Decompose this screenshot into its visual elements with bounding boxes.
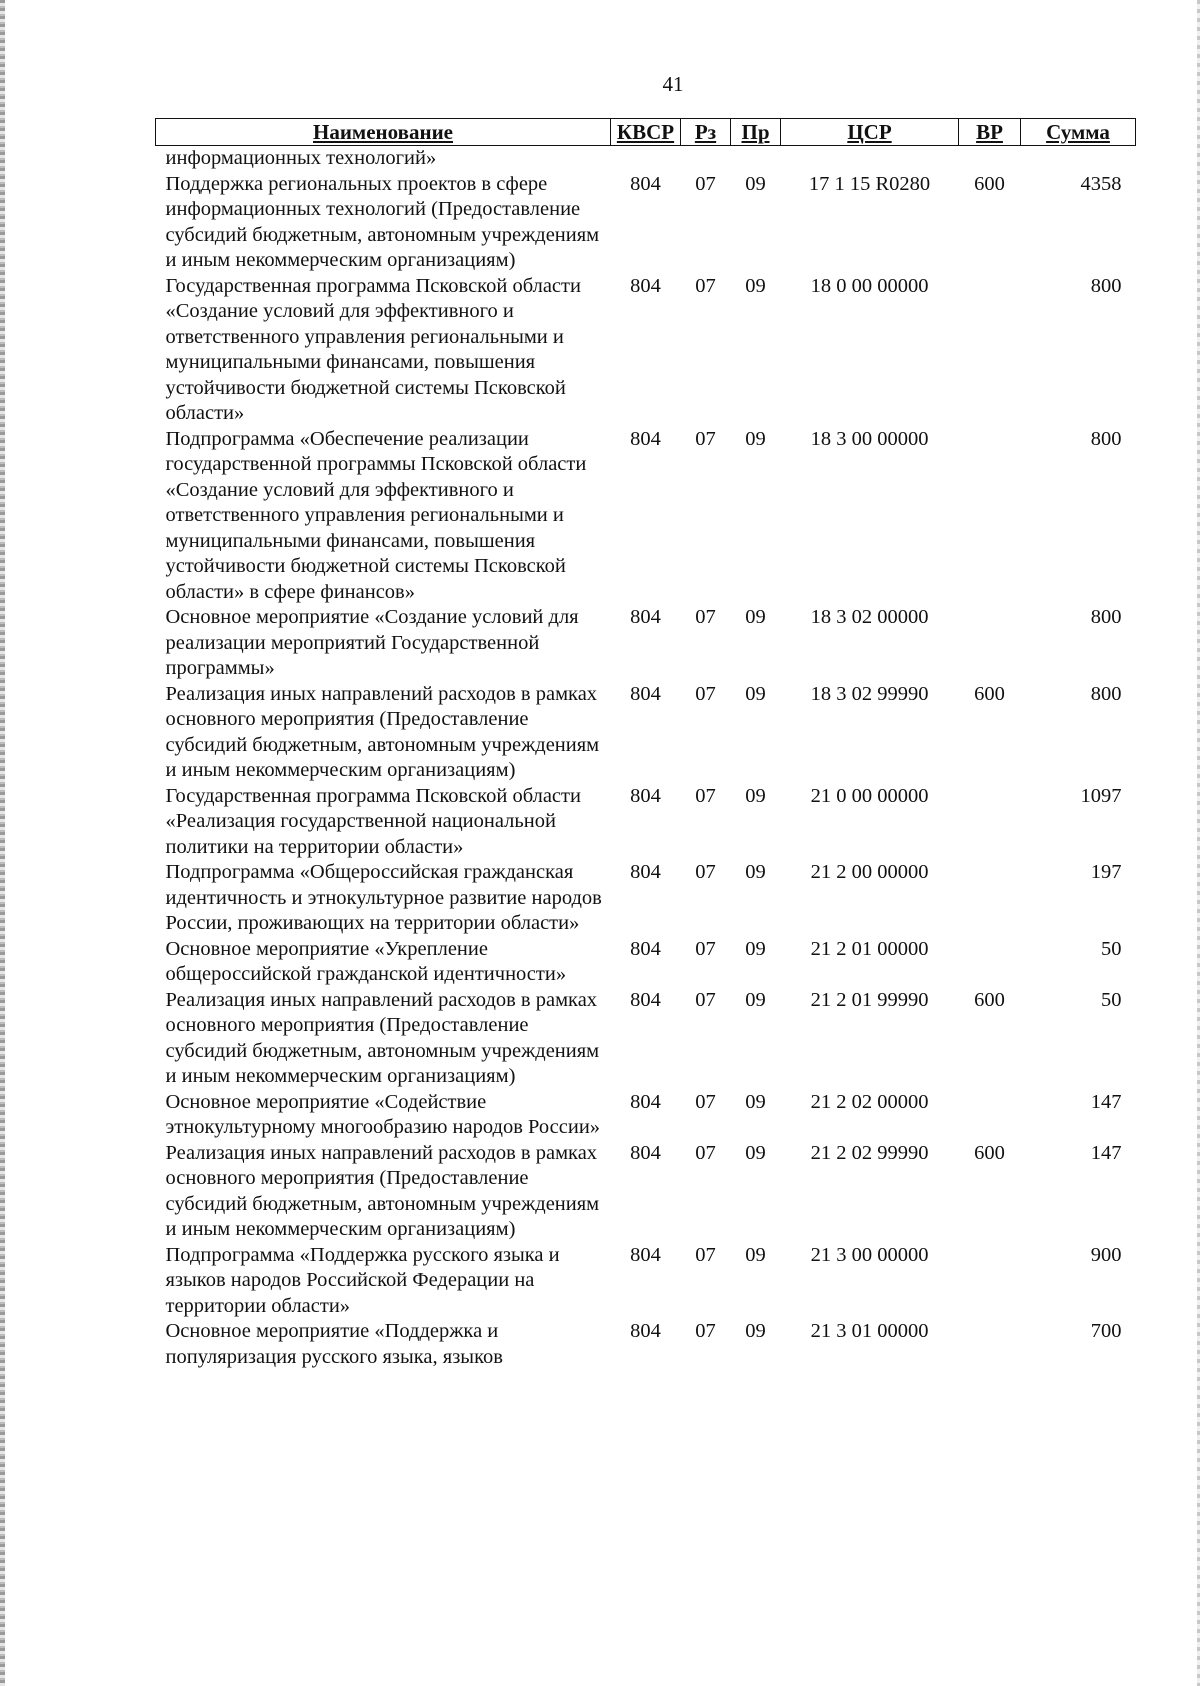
row-sum: 700 xyxy=(1090,1320,1122,1342)
row-name: Основное мероприятие «Укрепление общероссийской гражданской идентичности» xyxy=(165,937,567,985)
header-name: Наименование xyxy=(156,119,611,146)
row-name: Реализация иных направлений расходов в рамках основного мероприятия (Предоставление субсидий бюджетным, автономным учреждениям и иным некоммерческим организациям) xyxy=(165,1141,600,1240)
table-row xyxy=(156,988,1136,1090)
row-vr xyxy=(959,860,1021,937)
row-csr: 18 3 02 00000 xyxy=(810,606,929,628)
row-rz: 07 xyxy=(695,172,716,195)
row-rz: 07 xyxy=(695,682,716,705)
row-pr: 09 xyxy=(745,274,766,297)
row-pr: 09 xyxy=(745,427,766,450)
row-pr: 09 xyxy=(745,1243,766,1266)
row-pr: 09 xyxy=(745,172,766,195)
table-row xyxy=(156,784,1136,861)
row-kvsr: 804 xyxy=(630,427,661,450)
row-vr xyxy=(959,937,1021,988)
row-rz: 07 xyxy=(695,784,716,807)
row-vr xyxy=(959,1090,1021,1141)
row-rz: 07 xyxy=(695,1141,716,1164)
page-number: 41 xyxy=(662,72,684,96)
row-name: Поддержка региональных проектов в сфере информационных технологий (Предоставление субсидий бюджетным, автономным учреждениям и иным некоммерческим организациям) xyxy=(165,172,600,271)
row-pr: 09 xyxy=(745,1320,766,1342)
row-sum: 147 xyxy=(1090,1141,1122,1164)
row-kvsr: 804 xyxy=(630,1243,661,1266)
row-vr: 600 xyxy=(974,682,1005,705)
table-row xyxy=(156,1319,1136,1370)
row-csr: 18 3 00 00000 xyxy=(810,427,929,450)
row-vr xyxy=(959,1243,1021,1320)
row-rz: 07 xyxy=(695,1243,716,1266)
row-vr xyxy=(959,1319,1021,1370)
row-name: информационных технологий» xyxy=(165,147,437,169)
row-name: Подпрограмма «Поддержка русского языка и языков народов Российской Федерации на территории области» xyxy=(165,1243,560,1317)
header-vr: ВР xyxy=(959,119,1021,146)
row-rz: 07 xyxy=(695,937,716,960)
row-kvsr: 804 xyxy=(630,784,661,807)
row-csr: 21 0 00 00000 xyxy=(810,784,929,807)
row-csr: 18 3 02 99990 xyxy=(810,682,929,705)
table-row xyxy=(156,605,1136,682)
row-pr: 09 xyxy=(745,606,766,628)
row-kvsr: 804 xyxy=(630,274,661,297)
row-name: Основное мероприятие «Содействие этнокультурному многообразию народов России» xyxy=(165,1090,601,1138)
row-sum: 147 xyxy=(1090,1090,1122,1113)
table-row xyxy=(156,1141,1136,1243)
row-pr: 09 xyxy=(745,937,766,960)
row-kvsr: 804 xyxy=(630,606,661,628)
table-header xyxy=(156,119,1136,146)
row-sum: 800 xyxy=(1090,274,1122,297)
row-csr: 21 2 02 99990 xyxy=(810,1141,929,1164)
scan-edge-left xyxy=(0,0,5,1686)
row-sum: 800 xyxy=(1090,682,1122,705)
row-rz: 07 xyxy=(695,1090,716,1113)
row-sum: 197 xyxy=(1090,861,1122,883)
row-rz: 07 xyxy=(695,427,716,450)
row-name: Государственная программа Псковской области «Реализация государственной национальной политики на территории области» xyxy=(165,784,581,858)
row-name: Государственная программа Псковской области «Создание условий для эффективного и ответственного управления региональными и муниципальными финансами, повышения устойчивости бюджетной системы Псковской области» xyxy=(165,274,581,424)
table-row xyxy=(156,860,1136,937)
table-row xyxy=(156,682,1136,784)
row-sum: 800 xyxy=(1090,427,1122,450)
header-rz: Рз xyxy=(681,119,731,146)
row-sum xyxy=(1021,146,1136,172)
header-csr: ЦСР xyxy=(781,119,959,146)
row-name: Подпрограмма «Обеспечение реализации государственной программы Псковской области «Создание условий для эффективного и ответственного управления региональными и муниципальными финансами, повышения устойчивости бюджетной системы Псковской области» в сфере финансов» xyxy=(165,427,587,603)
row-csr: 21 3 00 00000 xyxy=(810,1243,929,1266)
row-vr xyxy=(959,146,1021,172)
row-name: Основное мероприятие «Создание условий для реализации мероприятий Государственной программы» xyxy=(165,606,579,679)
row-kvsr: 804 xyxy=(630,937,661,960)
row-kvsr: 804 xyxy=(630,682,661,705)
row-csr: 21 2 01 00000 xyxy=(810,937,929,960)
row-vr xyxy=(959,784,1021,861)
row-pr: 09 xyxy=(745,682,766,705)
table-row xyxy=(156,172,1136,274)
header-pr: Пр xyxy=(731,119,781,146)
row-csr: 21 2 01 99990 xyxy=(810,988,929,1011)
row-sum: 50 xyxy=(1101,988,1122,1011)
row-vr xyxy=(959,427,1021,606)
row-vr xyxy=(959,274,1021,427)
row-kvsr: 804 xyxy=(630,172,661,195)
row-vr: 600 xyxy=(974,988,1005,1011)
row-kvsr: 804 xyxy=(630,1320,661,1342)
row-kvsr: 804 xyxy=(630,1141,661,1164)
row-name: Реализация иных направлений расходов в рамках основного мероприятия (Предоставление субсидий бюджетным, автономным учреждениям и иным некоммерческим организациям) xyxy=(165,988,600,1087)
header-kvsr: КВСР xyxy=(611,119,681,146)
row-rz: 07 xyxy=(695,606,716,628)
row-sum: 4358 xyxy=(1080,172,1122,195)
row-kvsr xyxy=(611,146,681,172)
table-row xyxy=(156,427,1136,606)
table-row xyxy=(156,146,1136,172)
row-rz: 07 xyxy=(695,988,716,1011)
row-rz xyxy=(681,146,731,172)
row-pr: 09 xyxy=(745,861,766,883)
header-sum: Сумма xyxy=(1021,119,1136,146)
row-rz: 07 xyxy=(695,1320,716,1342)
row-csr: 21 2 02 00000 xyxy=(810,1090,929,1113)
row-kvsr: 804 xyxy=(630,861,661,883)
row-pr xyxy=(731,146,781,172)
table-row xyxy=(156,274,1136,427)
row-csr: 18 0 00 00000 xyxy=(810,274,929,297)
budget-table xyxy=(155,118,1136,1370)
row-sum: 50 xyxy=(1101,937,1122,960)
row-rz: 07 xyxy=(695,861,716,883)
table-row xyxy=(156,1090,1136,1141)
row-pr: 09 xyxy=(745,1090,766,1113)
row-pr: 09 xyxy=(745,784,766,807)
row-name: Реализация иных направлений расходов в рамках основного мероприятия (Предоставление субсидий бюджетным, автономным учреждениям и иным некоммерческим организациям) xyxy=(165,682,600,781)
row-kvsr: 804 xyxy=(630,988,661,1011)
row-sum: 900 xyxy=(1090,1243,1122,1266)
row-kvsr: 804 xyxy=(630,1090,661,1113)
table-row xyxy=(156,937,1136,988)
table-row xyxy=(156,1243,1136,1320)
row-pr: 09 xyxy=(745,1141,766,1164)
row-name: Подпрограмма «Общероссийская гражданская идентичность и этнокультурное развитие народов России, проживающих на территории области» xyxy=(165,861,602,934)
row-csr xyxy=(781,146,959,172)
row-csr: 21 3 01 00000 xyxy=(810,1320,929,1342)
row-rz: 07 xyxy=(695,274,716,297)
row-sum: 1097 xyxy=(1080,784,1122,807)
row-csr: 17 1 15 R0280 xyxy=(808,172,931,195)
row-csr: 21 2 00 00000 xyxy=(810,861,929,883)
row-pr: 09 xyxy=(745,988,766,1011)
row-sum: 800 xyxy=(1090,606,1122,628)
row-vr xyxy=(959,605,1021,682)
table-body xyxy=(156,146,1136,1371)
row-name: Основное мероприятие «Поддержка и популяризация русского языка, языков xyxy=(165,1320,503,1368)
row-vr: 600 xyxy=(974,1141,1005,1164)
row-vr: 600 xyxy=(974,172,1005,195)
